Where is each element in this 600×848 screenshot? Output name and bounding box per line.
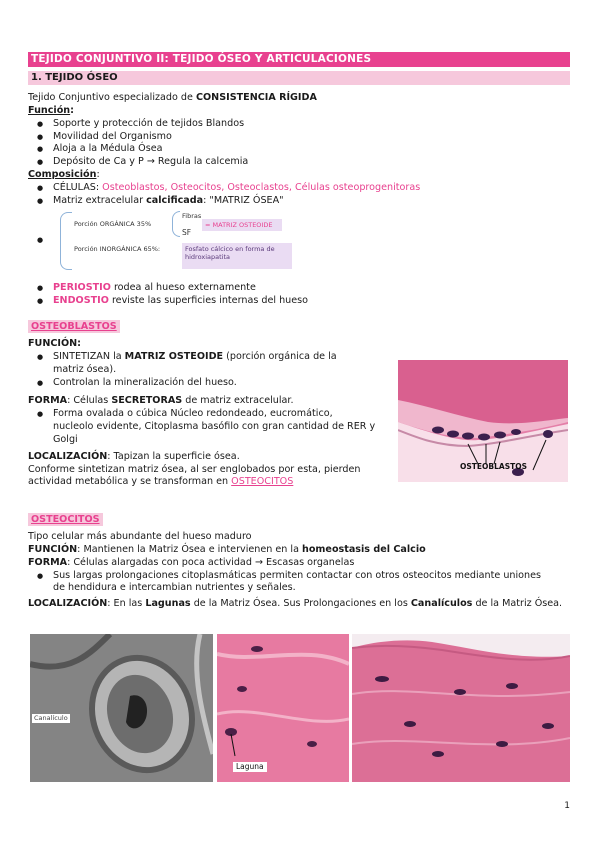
list-item: ● Aloja a la Médula Ósea <box>28 143 568 156</box>
conforme-line-2: actividad metabólica y se transforman en OSTEOCITOS <box>28 476 294 488</box>
micrograph-illustration <box>30 634 213 782</box>
tipo-line: Tipo celular más abundante del hueso maduro <box>28 531 252 542</box>
bone-tissue-micrograph <box>352 634 570 782</box>
page-number: 1 <box>564 801 570 811</box>
matriz-item: ● Matriz extracelular calcificada: "MATRIZ ÓSEA" <box>28 195 568 208</box>
funcion-label: Función: <box>28 104 74 116</box>
diagram-bullet: ● <box>37 236 44 244</box>
laguna-micrograph <box>217 634 349 782</box>
canaliculo-label: Canalículo <box>34 714 68 722</box>
periostio-endostio <box>28 282 568 308</box>
list-item: ● Forma ovalada o cúbica Núcleo redondeado, eucromático, <box>28 408 398 421</box>
osteocitos-body <box>28 531 573 611</box>
section1-body <box>28 92 568 208</box>
organica-label: Porción ORGÁNICA 35% <box>74 220 152 228</box>
funcion-line: FUNCIÓN: Mantienen la Matriz Ósea e intervienen en la homeostasis del Calcio <box>28 543 426 555</box>
bracket-shape <box>172 211 180 237</box>
list-item: ● Sus largas prolongaciones citoplasmáticas permiten contactar con otros osteocitos mediante uniones <box>28 570 573 583</box>
endostio-item: ● ENDOSTIO reviste las superficies internas del hueso <box>28 295 568 308</box>
micrograph-illustration <box>217 634 349 782</box>
list-item: ● SINTETIZAN la MATRIZ OSTEOIDE (porción orgánica de la <box>28 351 398 364</box>
electron-micrograph <box>30 634 213 782</box>
section-heading-tejido-oseo: 1. TEJIDO ÓSEO <box>28 71 570 85</box>
bracket-shape <box>60 212 72 270</box>
matriz-osteoide-box: = MATRIZ OSTEOIDE <box>202 219 282 231</box>
conforme-line: Conforme sintetizan matriz ósea, al ser englobados por esta, pierden <box>28 463 361 475</box>
list-item: ● Controlan la mineralización del hueso. <box>28 377 398 390</box>
laguna-label: Laguna <box>233 762 267 772</box>
list-item: ● Depósito de Ca y P → Regula la calcemia <box>28 156 568 169</box>
list-item: ● Movilidad del Organismo <box>28 131 568 144</box>
osteoblastos-image-label: OSTEOBLASTOS <box>460 462 527 471</box>
list-item-cont: matriz ósea). <box>53 363 117 375</box>
intro-line: Tejido Conjuntivo especializado de CONSISTENCIA RÍGIDA <box>28 92 317 103</box>
localizacion-line: LOCALIZACIÓN: En las Lagunas de la Matriz Ósea. Sus Prolongaciones en los Canalículos de la Matriz Ósea. <box>28 598 563 610</box>
composition-diagram <box>60 210 300 274</box>
periostio-item: ● PERIOSTIO rodea al hueso externamente <box>28 282 568 295</box>
document-title: TEJIDO CONJUNTIVO II: TEJIDO ÓSEO Y ARTICULACIONES <box>28 52 570 67</box>
list-item-cont: nucleolo evidente, Citoplasma basófilo con gran cantidad de RER y <box>53 421 376 433</box>
list-item-cont: de hendidura e intercambian nutrientes y señales. <box>53 582 296 594</box>
osteocitos-link[interactable]: OSTEOCITOS <box>231 476 294 488</box>
osteoblastos-body <box>28 338 398 489</box>
inorganica-label: Porción INORGÁNICA 65%: <box>74 245 161 253</box>
funcion-label: FUNCIÓN: <box>28 338 82 349</box>
fibras-label: Fibras <box>182 212 202 220</box>
osteocitos-heading: OSTEOCITOS <box>28 513 103 526</box>
osteoblastos-micrograph <box>398 360 568 482</box>
forma-line: FORMA: Células SECRETORAS de matriz extracelular. <box>28 395 294 407</box>
hidroxiapatita-box: Fosfato cálcico en forma de hidroxiapatita <box>182 243 292 269</box>
localizacion-line: LOCALIZACIÓN: Tapizan la superficie ósea. <box>28 450 240 462</box>
sf-label: SF <box>182 228 192 237</box>
osteoblastos-heading: OSTEOBLASTOS <box>28 320 120 333</box>
list-item-cont: Golgi <box>53 433 78 445</box>
composicion-label: Composición: <box>28 169 100 181</box>
list-item: ● Soporte y protección de tejidos Blandos <box>28 118 568 131</box>
forma-line: FORMA: Células alargadas con poca actividad → Escasas organelas <box>28 556 355 568</box>
celulas-item: ● CÉLULAS: Osteoblastos, Osteocitos, Osteoclastos, Células osteoprogenitoras <box>28 182 568 195</box>
micrograph-illustration <box>352 634 570 782</box>
